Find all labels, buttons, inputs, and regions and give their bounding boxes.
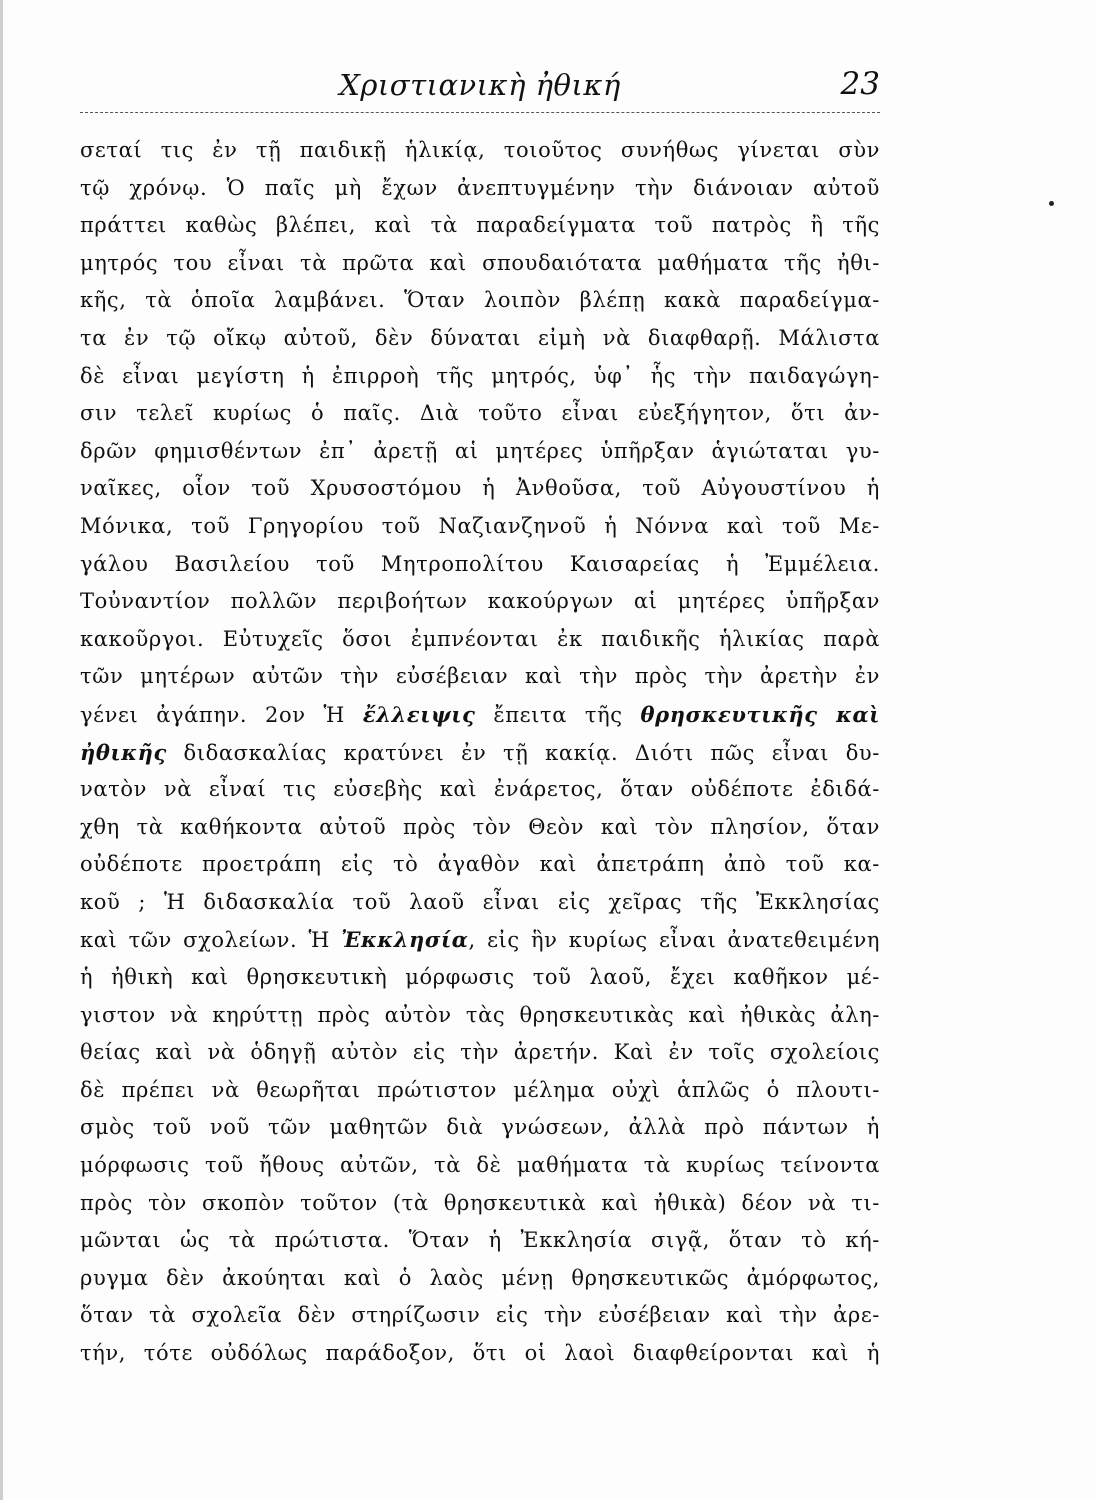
text-run: Τοὐναντίον πολλῶν περιβοήτων κακούργων αἱ μητέρες ὑπῆρξαν <box>80 589 880 614</box>
text-run: δὲ εἶναι μεγίστη ἡ ἐπιρροὴ τῆς μητρός, ὑφ᾿ ἧς τὴν παιδαγώγη- <box>80 363 880 388</box>
body-text <box>80 132 880 1373</box>
text-run: δρῶν φημισθέντων ἐπ᾿ ἀρετῇ αἱ μητέρες ὑπῆρξαν ἁγιώταται γυ- <box>80 438 880 463</box>
text-line <box>80 1222 880 1260</box>
text-run: ναῖκες, οἷον τοῦ Χρυσοστόμου ἡ Ἀνθοῦσα, τοῦ Αὐγουστίνου ἡ <box>80 476 880 501</box>
text-line <box>80 884 880 922</box>
text-line <box>80 621 880 659</box>
text-run: θείας καὶ νὰ ὁδηγῇ αὐτὸν εἰς τὴν ἀρετήν. Καὶ ἐν τοῖς σχολείοις <box>80 1040 880 1065</box>
text-run: γάλου Βασιλείου τοῦ Μητροπολίτου Καισαρείας ἡ Ἐμμέλεια. <box>80 551 880 576</box>
text-run: πρὸς τὸν σκοπὸν τοῦτον (τὰ θρησκευτικὰ καὶ ἠθικὰ) δέον νὰ τι- <box>80 1190 880 1215</box>
page-number: 23 <box>840 66 880 102</box>
text-line <box>80 508 880 546</box>
text-line <box>80 245 880 283</box>
text-run: τῷ χρόνῳ. Ὁ παῖς μὴ ἔχων ἀνεπτυγμένην τὴν διάνοιαν αὐτοῦ <box>80 175 880 200</box>
text-line <box>80 170 880 208</box>
header-divider <box>80 112 880 113</box>
text-run: κακοῦργοι. Εὐτυχεῖς ὅσοι ἐμπνέονται ἐκ παιδικῆς ἡλικίας παρὰ <box>80 626 880 651</box>
text-run: κῆς, τὰ ὁποῖα λαμβάνει. Ὅταν λοιπὸν βλέπῃ κακὰ παραδείγμα- <box>80 288 880 313</box>
text-line <box>80 696 880 734</box>
text-run: οὐδέποτε προετράπη εἰς τὸ ἀγαθὸν καὶ ἀπετράπη ἀπὸ τοῦ κα- <box>80 852 880 877</box>
text-run: μόρφωσις τοῦ ἤθους αὐτῶν, τὰ δὲ μαθήματα τὰ κυρίως τείνοντα <box>80 1153 880 1178</box>
text-line <box>80 470 880 508</box>
text-line <box>80 207 880 245</box>
text-run: ρυγμα δὲν ἀκούηται καὶ ὁ λαὸς μένῃ θρησκευτικῶς ἀμόρφωτος, <box>80 1265 880 1290</box>
text-line <box>80 1072 880 1110</box>
text-line <box>80 546 880 584</box>
text-line <box>80 997 880 1035</box>
text-run: πράττει καθὼς βλέπει, καὶ τὰ παραδείγματα τοῦ πατρὸς ἢ τῆς <box>80 213 880 238</box>
text-line <box>80 809 880 847</box>
text-run: μῶνται ὡς τὰ πρώτιστα. Ὅταν ἡ Ἐκκλησία σιγᾷ, ὅταν τὸ κή- <box>80 1228 880 1253</box>
text-run: γένει ἀγάπην. 2ον Ἡ <box>80 702 363 727</box>
text-run: ἔπειτα τῆς <box>475 702 641 727</box>
text-run: ὅταν τὰ σχολεῖα δὲν στηρίζωσιν εἰς τὴν εὐσέβειαν καὶ τὴν ἀρε- <box>80 1303 880 1328</box>
text-line <box>80 1147 880 1185</box>
text-line <box>80 1335 880 1373</box>
text-line <box>80 1185 880 1223</box>
text-line <box>80 1297 880 1335</box>
text-run: τήν, τότε οὐδόλως παράδοξον, ὅτι οἱ λαοὶ διαφθείρονται καὶ ἡ <box>80 1341 880 1365</box>
text-run: διδασκαλίας κρατύνει ἐν τῇ κακίᾳ. Διότι πῶς εἶναι δυ- <box>166 740 880 765</box>
emphasized-term: θρησκευτικῆς καὶ <box>640 701 880 727</box>
text-line <box>80 395 880 433</box>
text-run: τῶν μητέρων αὐτῶν τὴν εὐσέβειαν καὶ τὴν πρὸς τὴν ἀρετὴν ἐν <box>80 664 880 689</box>
emphasized-term: ἔλλειψις <box>362 701 476 727</box>
text-line <box>80 132 880 170</box>
text-run: σιν τελεῖ κυρίως ὁ παῖς. Διὰ τοῦτο εἶναι εὐεξήγητον, ὅτι ἀν- <box>80 401 880 426</box>
emphasized-term: ἠθικῆς <box>80 739 167 765</box>
running-title: Χριστιανικὴ ἠθική <box>339 68 621 102</box>
page-edge-shadow <box>0 0 3 1500</box>
emphasized-term: Ἐκκλησία <box>341 927 469 953</box>
text-line <box>80 921 880 959</box>
text-run: τα ἐν τῷ οἴκῳ αὐτοῦ, δὲν δύναται εἰμὴ νὰ διαφθαρῇ. Μάλιστα <box>80 325 880 350</box>
text-run: ἡ ἠθικὴ καὶ θρησκευτικὴ μόρφωσις τοῦ λαοῦ, ἔχει καθῆκον μέ- <box>80 965 880 990</box>
text-line <box>80 734 880 772</box>
text-run: Μόνικα, τοῦ Γρηγορίου τοῦ Ναζιανζηνοῦ ἡ Νόννα καὶ τοῦ Με- <box>80 513 880 538</box>
text-run: νατὸν νὰ εἶναί τις εὐσεβὴς καὶ ἐνάρετος, ὅταν οὐδέποτε ἐδιδά- <box>80 777 880 802</box>
text-line <box>80 846 880 884</box>
text-run: , εἰς ἣν κυρίως εἶναι ἀνατεθειμένη <box>468 928 880 953</box>
text-line <box>80 433 880 471</box>
text-run: καὶ τῶν σχολείων. Ἡ <box>80 928 342 953</box>
text-line <box>80 282 880 320</box>
running-header <box>80 64 880 108</box>
text-line <box>80 320 880 358</box>
text-line <box>80 1260 880 1298</box>
print-speck <box>1049 201 1054 206</box>
text-run: σεταί τις ἐν τῇ παιδικῇ ἡλικίᾳ, τοιοῦτος συνήθως γίνεται σὺν <box>80 138 880 162</box>
text-run: δὲ πρέπει νὰ θεωρῆται πρώτιστον μέλημα οὐχὶ ἁπλῶς ὁ πλουτι- <box>80 1077 880 1102</box>
text-line <box>80 1034 880 1072</box>
text-line <box>80 959 880 997</box>
text-run: γιστον νὰ κηρύττῃ πρὸς αὐτὸν τὰς θρησκευτικὰς καὶ ἠθικὰς ἀλη- <box>80 1002 880 1027</box>
text-run: μητρός του εἶναι τὰ πρῶτα καὶ σπουδαιότατα μαθήματα τῆς ἠθι- <box>80 250 880 275</box>
text-run: κοῦ ; Ἡ διδασκαλία τοῦ λαοῦ εἶναι εἰς χεῖρας τῆς Ἐκκλησίας <box>80 889 880 914</box>
text-line <box>80 583 880 621</box>
text-line <box>80 1109 880 1147</box>
text-line <box>80 358 880 396</box>
text-run: σμὸς τοῦ νοῦ τῶν μαθητῶν διὰ γνώσεων, ἀλλὰ πρὸ πάντων ἡ <box>80 1115 880 1140</box>
text-line <box>80 658 880 696</box>
text-run: χθη τὰ καθήκοντα αὐτοῦ πρὸς τὸν Θεὸν καὶ τὸν πλησίον, ὅταν <box>80 814 880 839</box>
text-line <box>80 771 880 809</box>
